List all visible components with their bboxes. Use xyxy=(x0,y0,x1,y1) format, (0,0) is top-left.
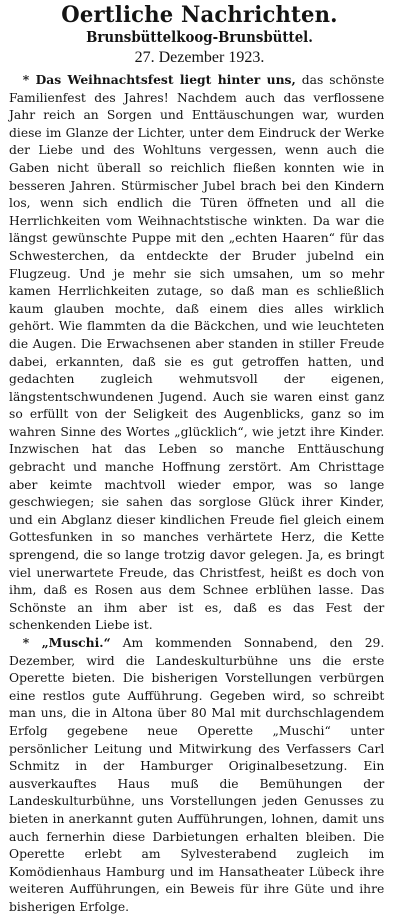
issue-date: 27. Dezember 1923. xyxy=(134,49,265,66)
article-muschi-lead: * „Muschi.“ xyxy=(22,635,111,650)
locality-heading: Brunsbüttelkoog-Brunsbüttel. xyxy=(86,29,313,46)
section-title: Oertliche Nachrichten. xyxy=(61,2,338,28)
article-muschi-body: Am kommenden Sonnabend, den 29. Dezember, wird die Landeskulturbühne uns die erste Operette bieten. Die bisherigen Vorstellungen verbürgen eine restlos gute Aufführung. Gegeben wird, so schreibt man uns, die in Altona über 80 Mal mit durchschlagendem Erfolg gegebene neue Operette „Muschi“ unter persönlicher Leitung und Mitwirkung des Verfassers Carl Schmitz in der Hamburger Originalbesetzung. Ein ausverkauftes Haus muß die Bemühungen der Landeskulturbühne, uns Vorstellungen jeden Genusses zu bieten in anerkannt guten Aufführungen, lohnen, damit uns auch fernerhin diese Darbietungen erhalten bleiben. Die Operette erlebt am Sylvesterabend zugleich im Komödienhaus Hamburg und im Hansatheater Lübeck ihre weiteren Aufführungen, ein Beweis für ihre Güte und ihre bisherigen Erfolge. xyxy=(9,635,385,914)
masthead xyxy=(9,2,390,68)
article-christmas xyxy=(9,71,384,634)
article-christmas-lead: * Das Weihnachtsfest liegt hinter uns, xyxy=(22,72,296,87)
article-muschi xyxy=(9,634,384,916)
article-column xyxy=(9,71,384,916)
article-christmas-body: das schönste Familienfest des Jahres! Nachdem auch das verflossene Jahr reich an Sorgen und Enttäuschungen war, wurden diese im Glanze der Lichter, unter dem Eindruck der Werke der Liebe und des Wohltuns vergessen, wenn auch die Gaben nicht überall so reichlich fließen konnten wie in besseren Jahren. Stürmischer Jubel brach bei den Kindern los, wenn sich endlich die Türen öffneten und all die Herrlichkeiten vom Weihnachtstische winkten. Da war die längst gewünschte Puppe mit den „echten Haaren“ für das Schwesterchen, da entdeckte der Bruder jubelnd ein Flugzeug. Und je mehr sie sich umsahen, um so mehr kamen Herrlichkeiten zutage, so daß man es schließlich kaum glauben mochte, daß einem dies alles wirklich gehört. Wie flammten da die Bäckchen, und wie leuchteten die Augen. Die Erwachsenen aber standen in stiller Freude dabei, erkannten, daß sie es gut getroffen hatten, und gedachten zugleich wehmutsvoll der eigenen, längstentschwundenen Jugend. Auch sie waren einst ganz so erfüllt von der Seligkeit des Augenblicks, ganz so im wahren Sinne des Wortes „glücklich“, wie jetzt ihre Kinder. Inzwischen hat das Leben so manche Enttäuschung gebracht und manche Hoffnung zerstört. Am Christtage aber keimte machtvoll wieder empor, was so lange geschwiegen; sie sahen das sorglose Glück ihrer Kinder, und ein Abglanz dieser kindlichen Freude fiel gleich einem Gottesfunken in so manches verhärtete Herz, die Kette sprengend, die so lange trotzig davor gelegen. Ja, es bringt viel unerwartete Freude, das Christfest, heißt es doch von ihm, daß es Rosen aus dem Schnee erblühen lasse. Das Schönste an ihm aber ist es, daß es das Fest der schenkenden Liebe ist. xyxy=(9,72,385,633)
